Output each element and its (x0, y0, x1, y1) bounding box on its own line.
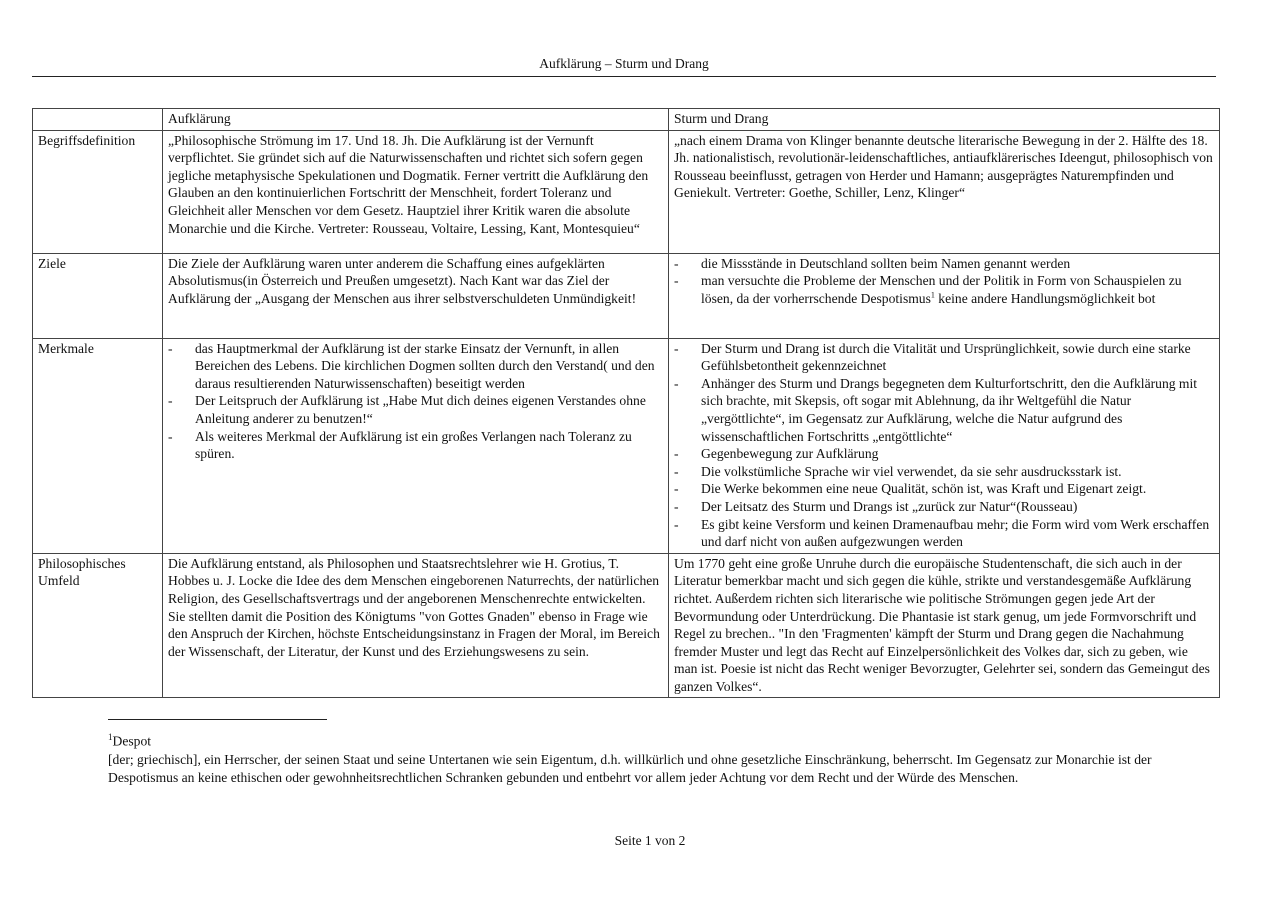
list-item: - Gegenbewegung zur Aufklärung (674, 445, 1214, 463)
row-label: Merkmale (33, 338, 163, 553)
footnote-reference[interactable]: 1 (930, 290, 935, 300)
list-item: - Der Leitsatz des Sturm und Drangs ist „zurück zur Natur“(Rousseau) (674, 498, 1214, 516)
list-item: - Die volkstümliche Sprache wir viel verwendet, da sie sehr ausdrucksstark ist. (674, 463, 1214, 481)
list-item-text: man versuchte die Probleme der Menschen und der Politik in Form von Schauspielen zu lösen, da der vorherrschende Despotismus (701, 273, 1182, 306)
footnote-title (108, 728, 1208, 751)
cell-sturm-und-drang (669, 253, 1220, 338)
cell-aufklaerung: „Philosophische Strömung im 17. Und 18. Jh. Die Aufklärung ist der Vernunft verpflichtet. Sie gründet sich auf die Naturwissenschaften und richtet sich sofern gegen jegliche metaphysische Spekulationen und Dogmatik. Ferner vertritt die Aufklärung den Glauben an den kontinuierlichen Fortschritt der Menschheit, fordert Toleranz und Gleichheit aller Menschen vor dem Gesetz. Hauptziel ihrer Kritik waren die absolute Monarchie und die Kirche. Vertreter: Rousseau, Voltaire, Lessing, Kant, Montesquieu“ (163, 130, 669, 253)
bullet-list (674, 255, 1214, 308)
table-row-ziele (33, 253, 1220, 338)
table-row-begriffsdefinition (33, 130, 1220, 253)
list-item: - Anhänger des Sturm und Drangs begegneten dem Kulturfortschritt, den die Aufklärung mit sich brachte, mit Skepsis, oft sogar mit Ablehnung, da ihr Weltgefühl die Natur „vergöttlichte“, im Gegensatz zur Aufklärung, welche die Natur aufgrund des wissenschaftlichen Fortschritts „entgöttlichte“ (674, 375, 1214, 445)
footnote-text: [der; griechisch], ein Herrscher, der seinen Staat und seine Untertanen wie sein Eigentum, d.h. willkürlich und ohne gesetzliche Einschränkung, beherrscht. Im Gegensatz zur Monarchie ist der Despotismus an keine ethischen oder gewohnheitsrechtlichen Schranken gebunden und entbehrt vor allem jeder Achtung vor dem Recht und der Würde des Menschen. (108, 751, 1152, 785)
list-item (674, 272, 1214, 307)
header-cell-empty (33, 109, 163, 131)
page-number: Seite 1 von 2 (614, 833, 686, 848)
list-item: - Als weiteres Merkmal der Aufklärung ist ein großes Verlangen nach Toleranz zu spüren. (168, 428, 663, 463)
header-rule (32, 76, 1216, 77)
list-item: - Es gibt keine Versform und keinen Dramenaufbau mehr; die Form wird vom Werk erschaffen und darf nicht von außen aufgezwungen werden (674, 516, 1214, 551)
cell-sturm-und-drang (669, 338, 1220, 553)
list-item: - Der Sturm und Drang ist durch die Vitalität und Ursprünglichkeit, sowie durch eine starke Gefühlsbetontheit gekennzeichnet (674, 340, 1214, 375)
list-item: - Die Werke bekommen eine neue Qualität, schön ist, was Kraft und Eigenart zeigt. (674, 480, 1214, 498)
list-item: - das Hauptmerkmal der Aufklärung ist der starke Einsatz der Vernunft, in allen Bereichen des Lebens. Die kirchlichen Dogmen sollten durch den Verstand( und den daraus resultierenden Naturwissenschaften) beseitigt werden (168, 340, 663, 393)
cell-aufklaerung (163, 338, 669, 553)
row-label: Ziele (33, 253, 163, 338)
footnote-term: Despot (112, 733, 152, 749)
footnote-mark: 1 (108, 732, 113, 742)
footnote (108, 728, 1208, 787)
cell-aufklaerung: Die Ziele der Aufklärung waren unter anderem die Schaffung eines aufgeklärten Absolutismus(in Österreich und Preußen umgesetzt). Nach Kant war das Ziel der Aufklärung der „Ausgang der Menschen aus ihrer selbstverschuldeten Unmündigkeit! (163, 253, 669, 338)
row-label: Begriffsdefinition (33, 130, 163, 253)
row-label: Philosophisches Umfeld (33, 553, 163, 698)
comparison-table (32, 108, 1220, 698)
cell-aufklaerung: Die Aufklärung entstand, als Philosophen und Staatsrechtslehrer wie H. Grotius, T. Hobbes u. J. Locke die Idee des dem Menschen eingeborenen Naturrechts, der natürlichen Religion, des Gesellschaftsvertrags und der angeborenen Menschenrechte entwickelten. Sie stellten damit die Position des Königtums "von Gottes Gnaden" ebenso in Frage wie den Anspruch der Kirchen, höchste Entscheidungsinstanz in Fragen der Moral, im Bereich der Wissenschaft, der Literatur, der Kunst und des Erziehungswesens zu sein. (163, 553, 669, 698)
table-header-row (33, 109, 1220, 131)
bullet-list (674, 340, 1214, 551)
table-row-merkmale (33, 338, 1220, 553)
column-header-sturm-und-drang: Sturm und Drang (669, 109, 1220, 131)
cell-sturm-und-drang: Um 1770 geht eine große Unruhe durch die europäische Studentenschaft, die sich auch in der Literatur bemerkbar macht und sich gegen die kühle, strikte und verstandesgemäße Aufklärung richtet. Außerdem richten sich literarische wie politische Strömungen gegen jede Art der Bevormundung oder Unterdrückung. Die Phantasie ist stark genug, um jede Formvorschrift und Regel zu brechen.. "In den 'Fragmenten' kämpft der Sturm und Drang gegen die Nachahmung fremder Muster und legt das Recht auf Einzelpersönlichkeit des Volkes dar, sich zu geben, wie man ist. Poesie ist nicht das Recht weniger Bevorzugter, Gelehrter sei, sondern das Gemeingut des ganzen Volkes“. (669, 553, 1220, 698)
page-header-title: Aufklärung – Sturm und Drang (539, 56, 709, 71)
bullet-list (168, 340, 663, 463)
column-header-aufklaerung: Aufklärung (163, 109, 669, 131)
cell-sturm-und-drang: „nach einem Drama von Klinger benannte deutsche literarische Bewegung in der 2. Hälfte des 18. Jh. nationalistisch, revolutionär-leidenschaftliches, antiaufklärerisches Ideengut, philosophisch von Rousseau beeinflusst, getragen von Herder und Hamann; ausgeprägtes Naturempfinden und Geniekult. Vertreter: Goethe, Schiller, Lenz, Klinger“ (669, 130, 1220, 253)
table-row-philosophisches-umfeld (33, 553, 1220, 698)
footnote-separator (108, 719, 327, 720)
list-item-text-tail: keine andere Handlungsmöglichkeit bot (934, 290, 1156, 306)
list-item: - die Missstände in Deutschland sollten beim Namen genannt werden (674, 255, 1214, 273)
list-item: - Der Leitspruch der Aufklärung ist „Habe Mut dich deines eigenen Verstandes ohne Anleitung anderer zu benutzen!“ (168, 392, 663, 427)
